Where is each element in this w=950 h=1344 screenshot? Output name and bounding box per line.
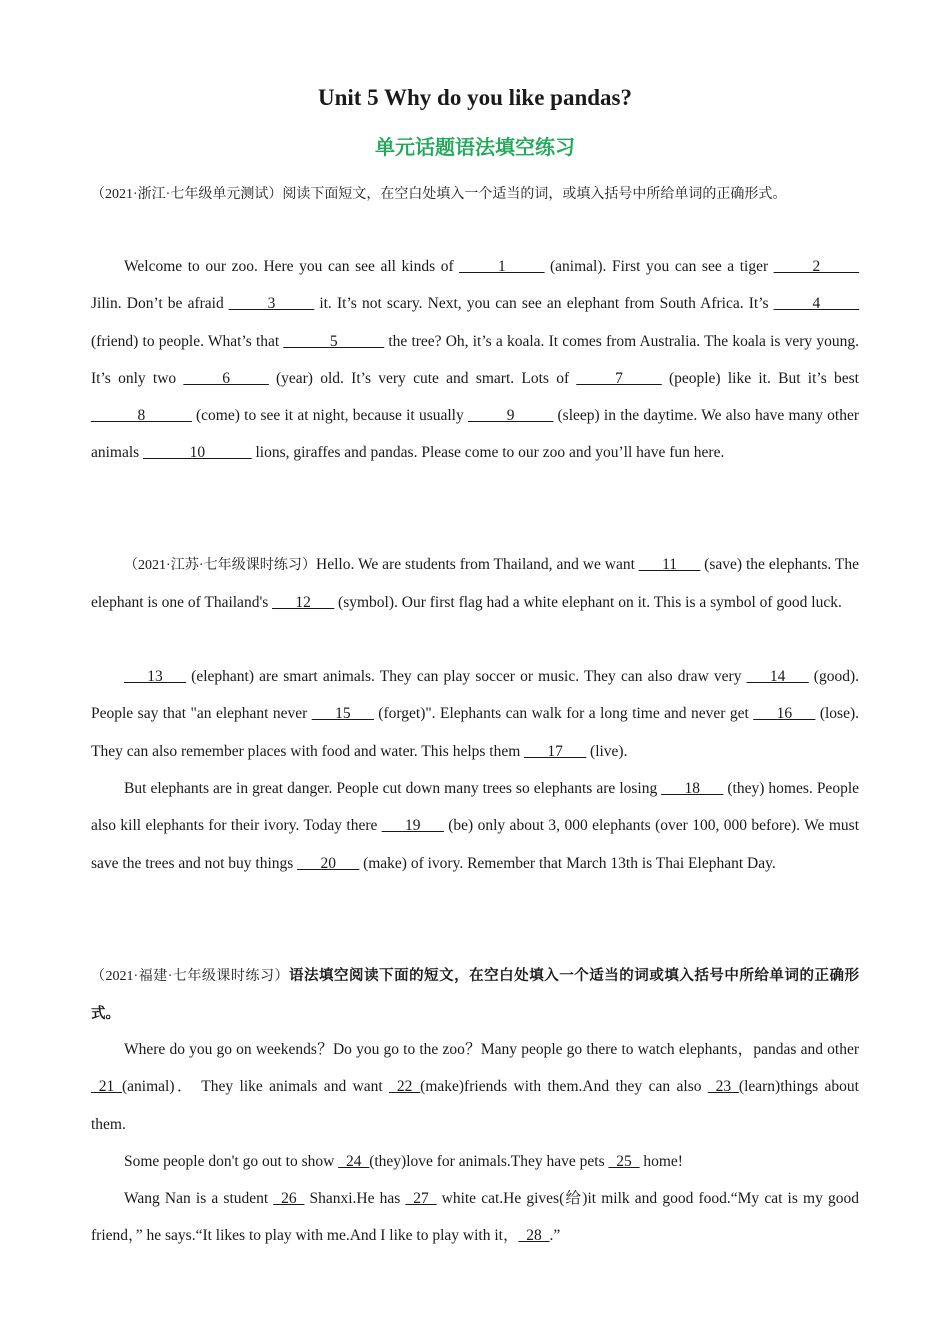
blank-6: _____6_____: [183, 369, 269, 387]
passage-text: the tree? Oh, it’s a koala. It comes from Australia. The koala is very young. It’s only two: [91, 332, 859, 387]
section3-source: （2021·福建·七年级课时练习）: [91, 969, 289, 984]
blank-25: _25_: [608, 1153, 640, 1170]
blank-23: _23_: [707, 1078, 739, 1096]
passage-text: (make)friends with them.And they can also: [420, 1078, 708, 1096]
passage-text: Welcome to our zoo. Here you can see all kinds of: [124, 258, 460, 275]
blank-12: ___12___: [272, 594, 335, 612]
section3-paragraph-2: [91, 1143, 859, 1180]
blank-22: _22_: [389, 1078, 421, 1096]
passage-text: (save) the elephants. The elephant is one of Thailand's: [91, 556, 859, 612]
blank-13: ___13___: [124, 668, 186, 685]
blank-28: _28_: [518, 1227, 550, 1245]
passage-text: Hello. We are students from Thailand, and we want: [316, 556, 639, 573]
blank-3: _____3_____: [228, 295, 315, 313]
blank-9: _____9_____: [468, 407, 554, 425]
passage-text: (forget)". Elephants can walk for a long time and never get: [373, 705, 754, 723]
blank-27: _27_: [405, 1190, 437, 1207]
blank-8: ______8______: [91, 407, 192, 425]
blank-2: _____2_____: [773, 258, 859, 275]
passage-text: Some people don't go out to show: [124, 1153, 339, 1170]
passage-text: (animal)． They like animals and want: [122, 1078, 390, 1096]
passage-text: home!: [639, 1153, 683, 1170]
page-title: Unit 5 Why do you like pandas?: [317, 85, 632, 110]
passage-text: (they) homes. People also kill elephants for their ivory. Today there: [91, 780, 859, 835]
passage-text: Shanxi.He has: [304, 1190, 406, 1207]
blank-21: _21_: [91, 1078, 122, 1096]
passage-text: Wang Nan is a student: [124, 1190, 274, 1207]
passage-text: lions, giraffes and pandas. Please come to our zoo and you’ll have fun here.: [251, 444, 725, 462]
section1-instruction-text: 阅读下面短文，在空白处填入一个适当的词，或填入括号中所给单词的正确形式。: [282, 186, 787, 202]
blank-10: ______10______: [143, 444, 252, 462]
blank-4: _____4_____: [773, 295, 859, 313]
passage-text: (lose). They can also remember places with food and water. This helps them: [91, 705, 859, 760]
section2-paragraph-3: [91, 770, 859, 882]
passage-text: (symbol). Our first flag had a white elephant on it. This is a symbol of good luck.: [334, 594, 842, 612]
passage-text: Where do you go on weekends？Do you go to the zoo？Many people go there to watch elephants，pandas and other: [124, 1041, 859, 1058]
passage-text: (year) old. It’s very cute and smart. Lots of: [268, 369, 577, 387]
blank-16: ___16___: [753, 705, 816, 723]
section2-source: （2021·江苏·七年级课时练习）: [124, 558, 317, 573]
passage-text: (friend) to people. What’s that: [91, 332, 284, 350]
section3-paragraph-3: [91, 1180, 859, 1255]
section1-source: （2021·浙江·七年级单元测试）: [91, 187, 283, 202]
passage-text: (people) like it. But it’s best: [661, 369, 859, 387]
passage-text: (they)love for animals.They have pets: [369, 1153, 609, 1170]
passage-text: .”: [549, 1227, 561, 1245]
section3-instruction-text: 语法填空阅读下面的短文，在空白处填入一个适当的词或填入括号中所给单词的正确形式。: [91, 968, 859, 1023]
blank-18: ___18___: [661, 780, 724, 797]
blank-17: ___17___: [524, 742, 587, 760]
blank-26: _26_: [273, 1190, 305, 1207]
passage-text: (live).: [586, 742, 628, 760]
blank-14: ___14___: [746, 668, 809, 685]
passage-text: (elephant) are smart animals. They can play soccer or music. They can also draw very: [186, 668, 747, 685]
blank-19: ___19___: [381, 817, 444, 835]
section2-paragraph-2: [91, 658, 859, 770]
page-subtitle: 单元话题语法填空练习: [375, 135, 575, 159]
passage-text: (come) to see it at night, because it usually: [191, 407, 468, 425]
passage-text: (good). People say that "an elephant never: [91, 668, 860, 723]
blank-1: _____1_____: [459, 258, 545, 275]
passage-text: (animal). First you can see a tiger: [544, 258, 774, 275]
passage-text: (make) of ivory. Remember that March 13th is Thai Elephant Day.: [359, 854, 776, 872]
passage-text: (be) only about 3, 000 elephants (over 100, 000 before). We must save the trees and not buy things: [91, 817, 859, 872]
section3-paragraph-1: [91, 1031, 859, 1143]
section1-instruction: [91, 175, 859, 213]
blank-5: ______5______: [283, 332, 385, 350]
passage-text: (learn)things about them.: [91, 1078, 859, 1133]
blank-7: _____7_____: [576, 369, 662, 387]
blank-11: ___11___: [638, 556, 701, 573]
passage-text: white cat.He gives(给)it milk and good food.“My cat is my good friend，” he says.“It likes to play with me.And I like to play with it，: [91, 1190, 859, 1245]
section1-passage: [91, 248, 859, 472]
passage-text: Jilin. Don’t be afraid: [91, 295, 229, 313]
section2-paragraph-1: [91, 546, 859, 622]
section3-instruction: [91, 957, 859, 1034]
blank-15: ___15___: [311, 705, 374, 723]
passage-text: But elephants are in great danger. People cut down many trees so elephants are losing: [124, 780, 662, 797]
blank-20: ___20___: [297, 854, 360, 872]
blank-24: _24_: [338, 1153, 370, 1170]
passage-text: (sleep) in the daytime. We also have many other animals: [91, 407, 859, 462]
passage-text: it. It’s not scary. Next, you can see an elephant from South Africa. It’s: [314, 295, 774, 313]
